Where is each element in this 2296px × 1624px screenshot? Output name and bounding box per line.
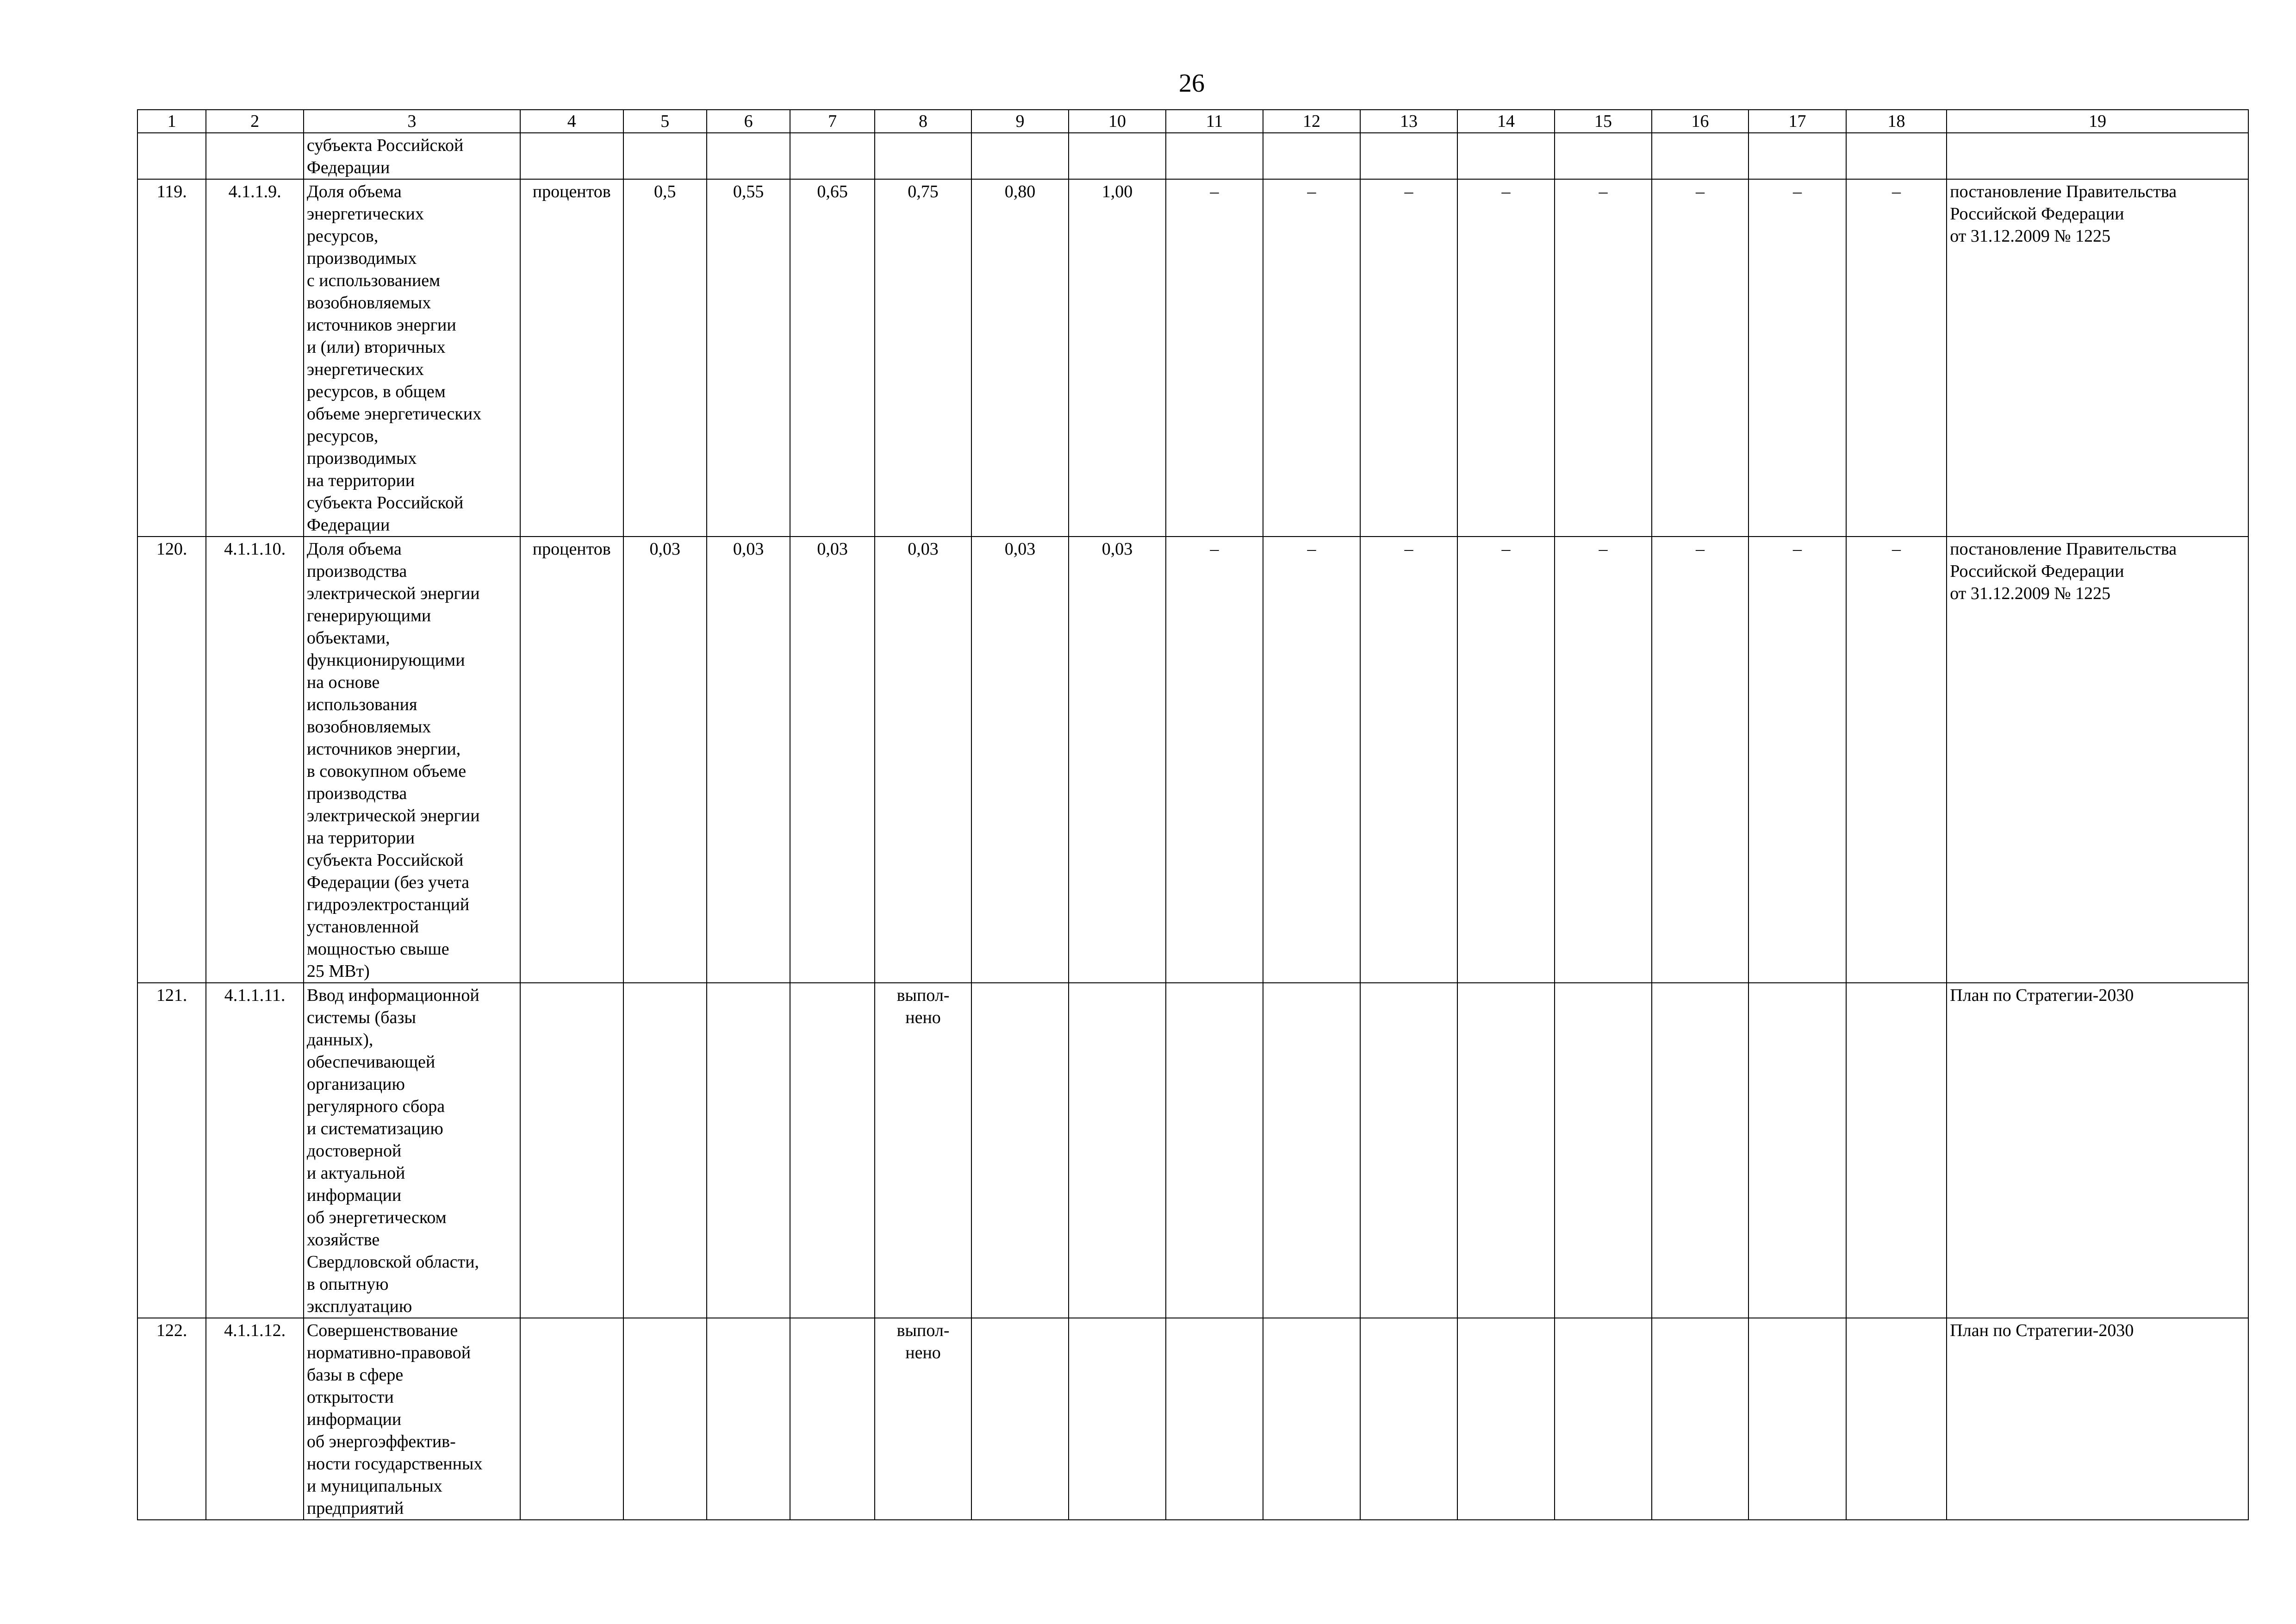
- cell-empty: [1069, 133, 1166, 179]
- value-cell: 0,03: [623, 537, 707, 983]
- value-cell: 1,00: [1069, 179, 1166, 537]
- source-document: постановление Правительства Российской Федерации от 31.12.2009 № 1225: [1947, 179, 2248, 537]
- cell-empty: [1846, 1318, 1947, 1520]
- column-header: 1: [137, 110, 206, 133]
- column-header: 12: [1263, 110, 1361, 133]
- cell-empty: [1360, 983, 1457, 1318]
- indicator-name: субъекта Российской Федерации: [304, 133, 520, 179]
- value-cell: –: [1555, 179, 1652, 537]
- indicator-name: Доля объема производства электрической энергии генерирующими объектами, функционирующими на основе использования возобновляемых источников энергии, в совокупном объеме производства электрической энергии на территории субъекта Российской Федерации (без учета гидроэлектростанций установленной мощностью свыше 25 МВт): [304, 537, 520, 983]
- value-cell: 0,80: [971, 179, 1069, 537]
- value-cell: –: [1652, 179, 1749, 537]
- cell-empty: [1748, 1318, 1846, 1520]
- cell-empty: [1360, 133, 1457, 179]
- cell-empty: [1166, 983, 1263, 1318]
- column-header: 16: [1652, 110, 1749, 133]
- unit: процентов: [520, 537, 623, 983]
- cell-empty: [1555, 133, 1652, 179]
- cell-empty: [1069, 1318, 1166, 1520]
- cell-empty: [971, 133, 1069, 179]
- cell-empty: [1555, 1318, 1652, 1520]
- cell-empty: [971, 983, 1069, 1318]
- indicator-code: 4.1.1.11.: [206, 983, 304, 1318]
- column-header: 11: [1166, 110, 1263, 133]
- cell-empty: [623, 1318, 707, 1520]
- value-cell: –: [1457, 179, 1555, 537]
- row-number: 120.: [137, 537, 206, 983]
- table-row-continued: [137, 133, 2248, 179]
- indicator-code: 4.1.1.12.: [206, 1318, 304, 1520]
- cell-empty: [1457, 1318, 1555, 1520]
- value-cell: 0,03: [707, 537, 790, 983]
- column-header: 7: [790, 110, 874, 133]
- value-cell: –: [1748, 537, 1846, 983]
- cell-empty: [137, 133, 206, 179]
- indicator-code: 4.1.1.10.: [206, 537, 304, 983]
- source-document: План по Стратегии-2030: [1947, 983, 2248, 1318]
- table-row: [137, 983, 2248, 1318]
- source-document: постановление Правительства Российской Федерации от 31.12.2009 № 1225: [1947, 537, 2248, 983]
- table-row: [137, 179, 2248, 537]
- value-cell: –: [1457, 537, 1555, 983]
- value-cell: 0,65: [790, 179, 874, 537]
- value-cell: –: [1360, 537, 1457, 983]
- cell-empty: [1652, 983, 1749, 1318]
- column-header: 18: [1846, 110, 1947, 133]
- cell-empty: [1652, 133, 1749, 179]
- value-cell: 0,03: [971, 537, 1069, 983]
- table-row: [137, 1318, 2248, 1520]
- cell-empty: [1166, 133, 1263, 179]
- cell-empty: [1555, 983, 1652, 1318]
- column-header: 9: [971, 110, 1069, 133]
- indicator-name: Доля объема энергетических ресурсов, производимых с использованием возобновляемых источников энергии и (или) вторичных энергетических ресурсов, в общем объеме энергетических ресурсов, производимых на территории субъекта Российской Федерации: [304, 179, 520, 537]
- cell-empty: [790, 983, 874, 1318]
- cell-empty: [707, 1318, 790, 1520]
- value-cell: 0,03: [1069, 537, 1166, 983]
- row-number: 121.: [137, 983, 206, 1318]
- cell-empty: [1652, 1318, 1749, 1520]
- status-cell: выпол- нено: [875, 1318, 972, 1520]
- cell-empty: [1263, 1318, 1361, 1520]
- table-row: [137, 537, 2248, 983]
- value-cell: 0,75: [875, 179, 972, 537]
- value-cell: 0,55: [707, 179, 790, 537]
- value-cell: –: [1263, 537, 1361, 983]
- column-header: 10: [1069, 110, 1166, 133]
- cell-empty: [1846, 983, 1947, 1318]
- cell-empty: [520, 133, 623, 179]
- value-cell: –: [1846, 179, 1947, 537]
- column-number-row: [137, 110, 2248, 133]
- cell-empty: [707, 133, 790, 179]
- cell-empty: [1947, 133, 2248, 179]
- cell-empty: [790, 133, 874, 179]
- column-header: 14: [1457, 110, 1555, 133]
- value-cell: –: [1263, 179, 1361, 537]
- cell-empty: [707, 983, 790, 1318]
- value-cell: –: [1360, 179, 1457, 537]
- column-header: 3: [304, 110, 520, 133]
- cell-empty: [875, 133, 972, 179]
- source-document: План по Стратегии-2030: [1947, 1318, 2248, 1520]
- cell-empty: [623, 983, 707, 1318]
- cell-empty: [1846, 133, 1947, 179]
- cell-empty: [1457, 983, 1555, 1318]
- indicators-table: [137, 109, 2249, 1520]
- cell-empty: [1360, 1318, 1457, 1520]
- indicator-code: 4.1.1.9.: [206, 179, 304, 537]
- cell-empty: [1069, 983, 1166, 1318]
- cell-empty: [1457, 133, 1555, 179]
- column-header: 13: [1360, 110, 1457, 133]
- value-cell: –: [1748, 179, 1846, 537]
- value-cell: –: [1555, 537, 1652, 983]
- column-header: 17: [1748, 110, 1846, 133]
- value-cell: 0,03: [790, 537, 874, 983]
- indicator-name: Совершенствование нормативно-правовой базы в сфере открытости информации об энергоэффектив- ности государственных и муниципальных предприятий: [304, 1318, 520, 1520]
- value-cell: –: [1846, 537, 1947, 983]
- unit: [520, 1318, 623, 1520]
- cell-empty: [1263, 133, 1361, 179]
- row-number: 119.: [137, 179, 206, 537]
- cell-empty: [790, 1318, 874, 1520]
- unit: процентов: [520, 179, 623, 537]
- page-number: 26: [1179, 69, 1205, 98]
- status-cell: выпол- нено: [875, 983, 972, 1318]
- unit: [520, 983, 623, 1318]
- cell-empty: [1748, 983, 1846, 1318]
- cell-empty: [623, 133, 707, 179]
- column-header: 5: [623, 110, 707, 133]
- value-cell: 0,03: [875, 537, 972, 983]
- column-header: 6: [707, 110, 790, 133]
- value-cell: –: [1652, 537, 1749, 983]
- column-header: 8: [875, 110, 972, 133]
- column-header: 2: [206, 110, 304, 133]
- column-header: 19: [1947, 110, 2248, 133]
- cell-empty: [1166, 1318, 1263, 1520]
- column-header: 4: [520, 110, 623, 133]
- indicator-name: Ввод информационной системы (базы данных), обеспечивающей организацию регулярного сбора и систематизацию достоверной и актуальной информации об энергетическом хозяйстве Свердловской области, в опытную эксплуатацию: [304, 983, 520, 1318]
- value-cell: –: [1166, 179, 1263, 537]
- cell-empty: [206, 133, 304, 179]
- value-cell: –: [1166, 537, 1263, 983]
- value-cell: 0,5: [623, 179, 707, 537]
- cell-empty: [971, 1318, 1069, 1520]
- column-header: 15: [1555, 110, 1652, 133]
- cell-empty: [1263, 983, 1361, 1318]
- row-number: 122.: [137, 1318, 206, 1520]
- cell-empty: [1748, 133, 1846, 179]
